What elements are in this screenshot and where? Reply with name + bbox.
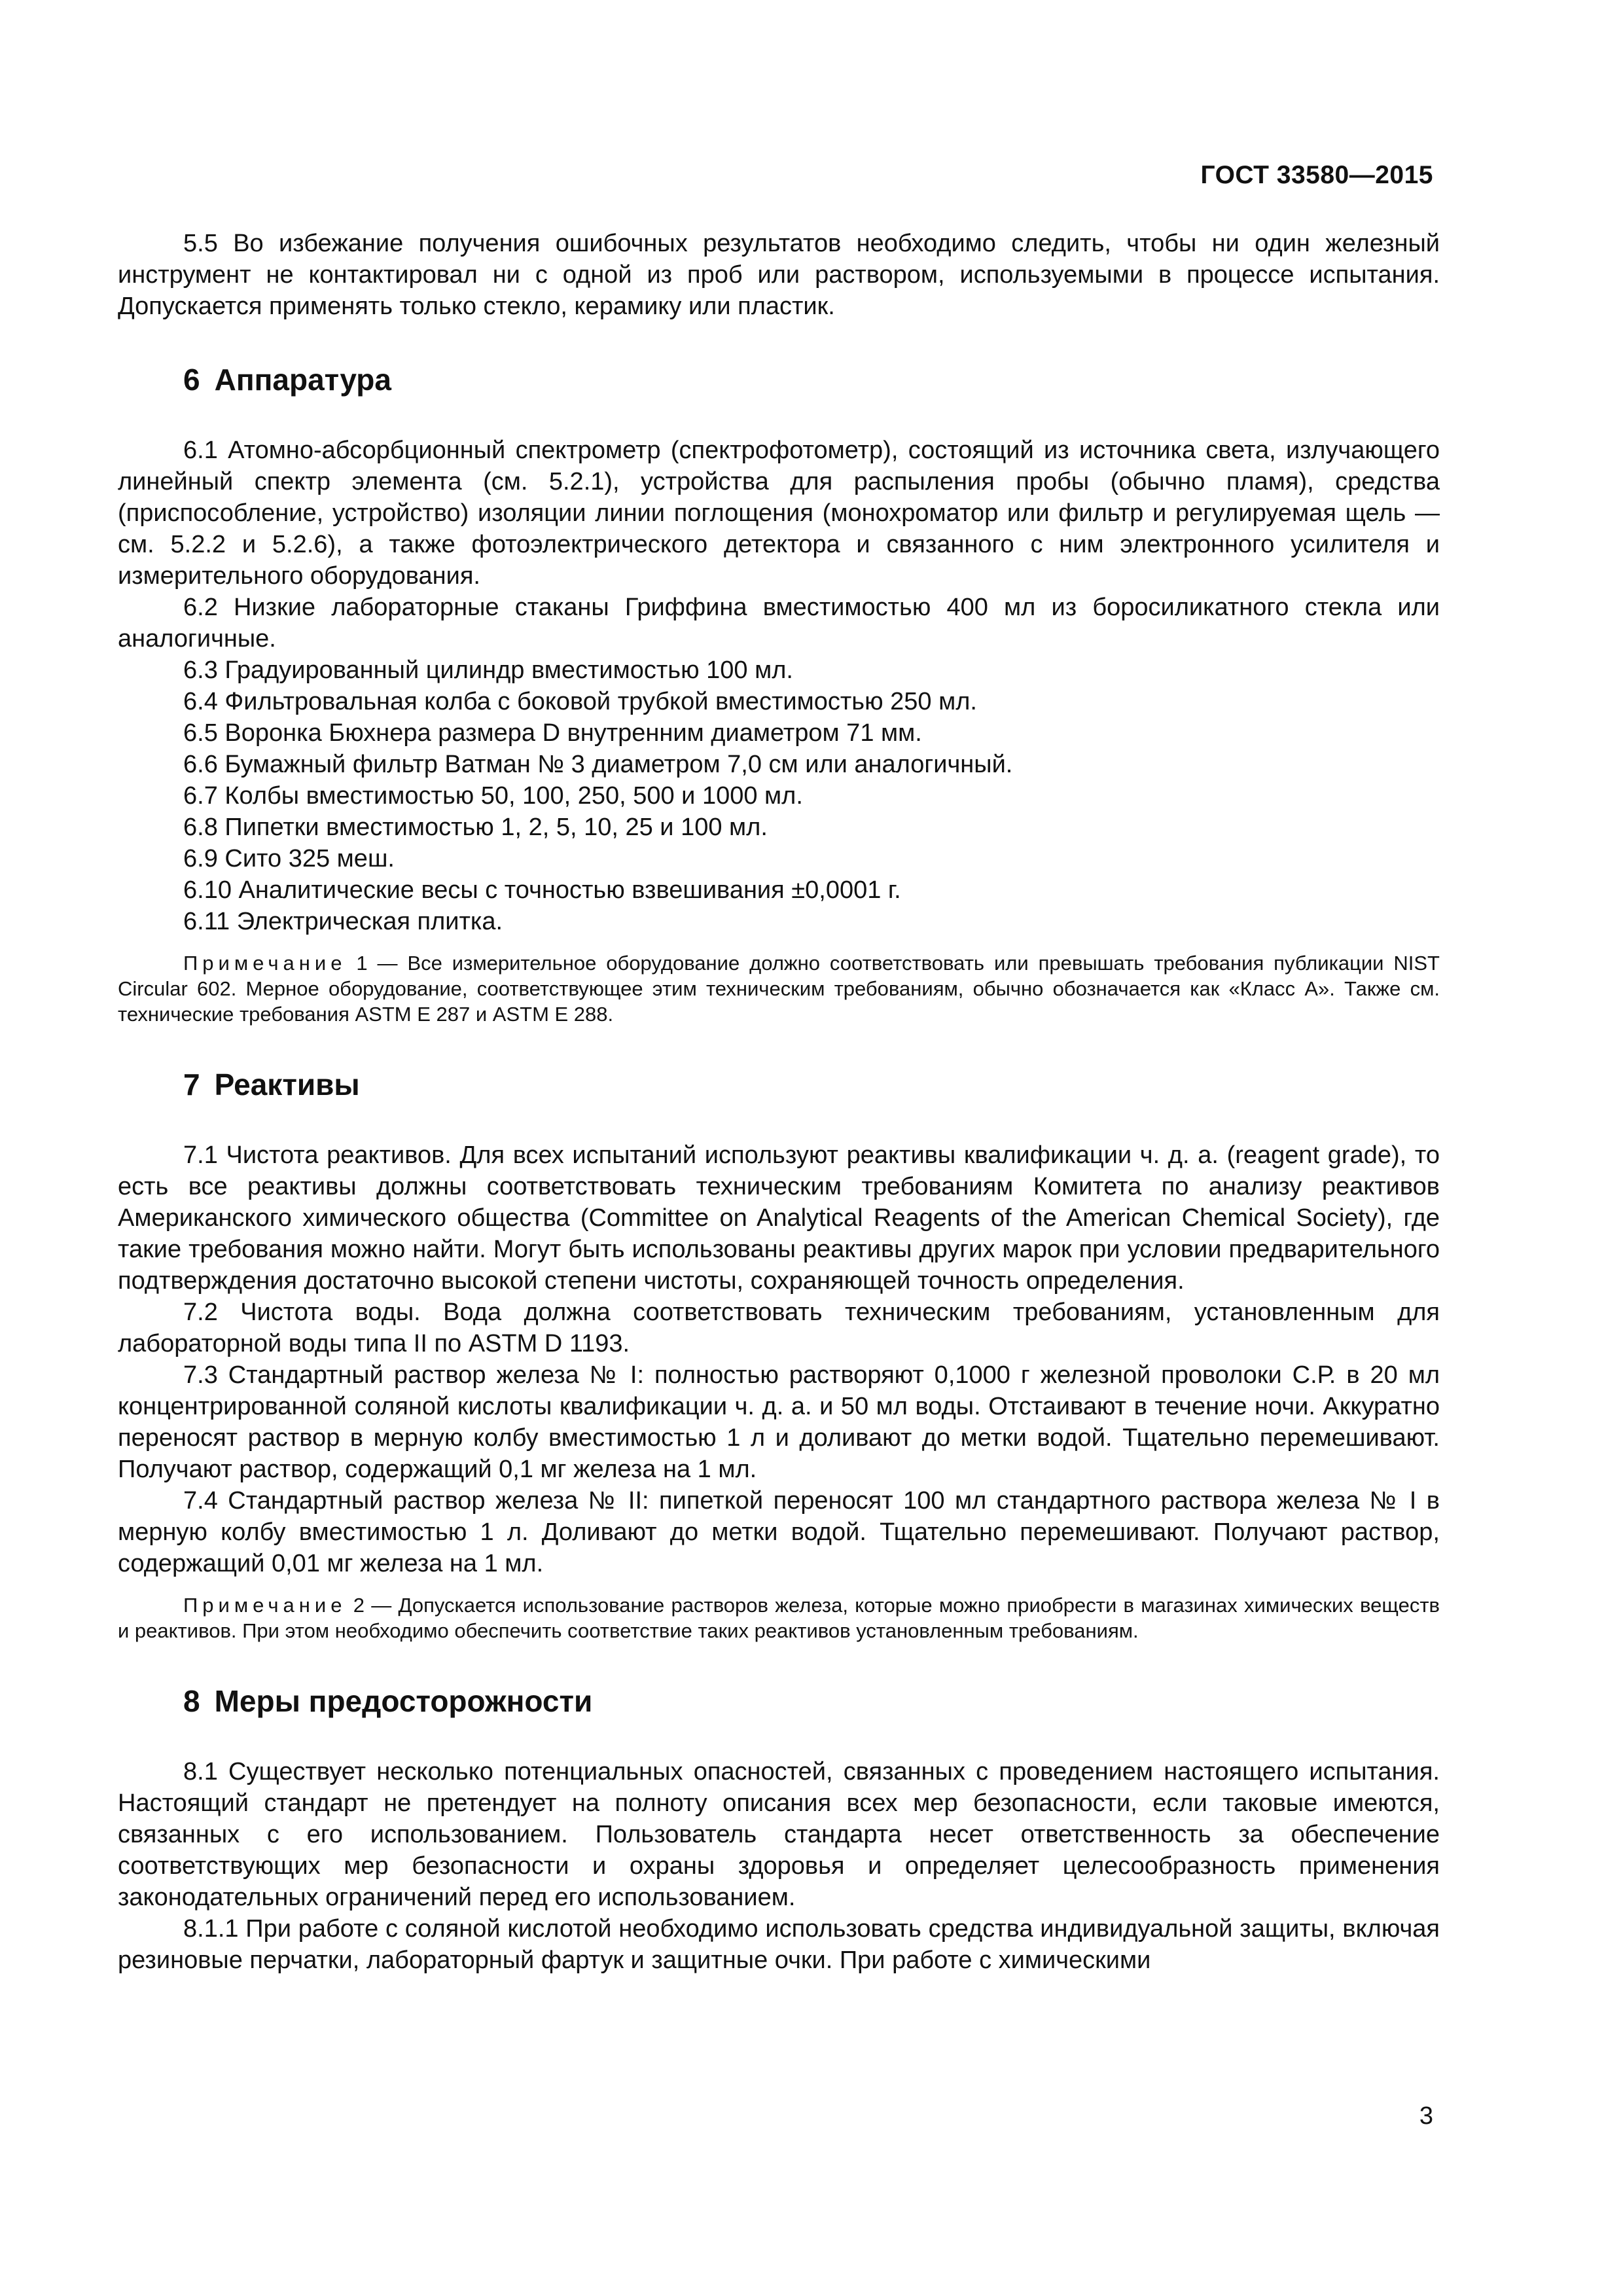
- paragraph-6-1: 6.1 Атомно-абсорбционный спектрометр (спектрофотометр), состоящий из источника света, излучающего линейный спектр элемента (см. 5.2.1), устройства для распыления пробы (обычно пламя), средства (приспособление, устройство) изоляции линии поглощения (монохроматор или фильтр и регулируемая щель — см. 5.2.2 и 5.2.6), а также фотоэлектрического детектора и связанного с ним электронного усилителя и измерительного оборудования.: [118, 437, 1440, 590]
- note-2: [118, 1592, 1440, 1643]
- paragraph-7-2: 7.2 Чистота воды. Вода должна соответствовать техническим требованиям, установленным для лабораторной воды типа II по ASTM D 1193.: [118, 1299, 1440, 1357]
- paragraph-7-4: 7.4 Стандартный раствор железа № II: пипеткой переносят 100 мл стандартного раствора железа № I в мерную колбу вместимостью 1 л. Доливают до метки водой. Тщательно перемешивают. Получают раствор, содержащий 0,01 мг железа на 1 мл.: [118, 1487, 1440, 1577]
- paragraph-6-10: 6.10 Аналитические весы с точностью взвешивания ±0,0001 г.: [183, 876, 901, 904]
- note-text: 1 — Все измерительное оборудование должно соответствовать или превышать требования публикации NIST Circular 602. Мерное оборудование, соответствующее этим техническим требованиям, обычно обозначается как «Класс А». Также см. технические требования ASTM E 287 и ASTM E 288.: [118, 952, 1440, 1026]
- paragraph-6-11: 6.11 Электрическая плитка.: [183, 908, 503, 935]
- section-number: 6: [183, 363, 200, 397]
- paragraph-8-1-1: 8.1.1 При работе с соляной кислотой необходимо использовать средства индивидуальной защиты, включая резиновые перчатки, лабораторный фартук и защитные очки. При работе с химическими: [118, 1915, 1440, 1974]
- section-title: Реактивы: [214, 1067, 360, 1102]
- note-text: 2 — Допускается использование растворов железа, которые можно приобрести в магазинах химических веществ и реактивов. При этом необходимо обеспечить соответствие таких реактивов установленным требованиям.: [118, 1594, 1440, 1642]
- paragraph-8-1: 8.1 Существует несколько потенциальных опасностей, связанных с проведением настоящего испытания. Настоящий стандарт не претендует на полноту описания всех мер безопасности, если таковые имеются, связанных с его использованием. Пользователь стандарта несет ответственность за обеспечение соответствующих мер безопасности и охраны здоровья и определяет целесообразность применения законодательных ограничений перед его использованием.: [118, 1758, 1440, 1911]
- paragraph-6-9: 6.9 Сито 325 меш.: [183, 845, 395, 872]
- section-6-heading: [118, 363, 1440, 397]
- paragraph-6-7: 6.7 Колбы вместимостью 50, 100, 250, 500 и 1000 мл.: [183, 782, 803, 810]
- section-title: Меры предосторожности: [214, 1684, 593, 1718]
- paragraph-6-2: 6.2 Низкие лабораторные стаканы Гриффина вместимостью 400 мл из боросиликатного стекла или аналогичные.: [118, 594, 1440, 653]
- paragraph-6-3: 6.3 Градуированный цилиндр вместимостью 100 мл.: [183, 656, 793, 684]
- paragraph-6-8: 6.8 Пипетки вместимостью 1, 2, 5, 10, 25 и 100 мл.: [183, 814, 768, 841]
- note-label: Примечание: [183, 952, 347, 975]
- page-number: 3: [1419, 2102, 1433, 2130]
- section-8-heading: [118, 1684, 1440, 1718]
- paragraph-7-3: 7.3 Стандартный раствор железа № I: полностью растворяют 0,1000 г железной проволоки С.Р. в 20 мл концентрированной соляной кислоты квалификации ч. д. а. и 50 мл воды. Отстаивают в течение ночи. Аккуратно переносят раствор в мерную колбу вместимостью 1 л и доливают до метки водой. Тщательно перемешивают. Получают раствор, содержащий 0,1 мг железа на 1 мл.: [118, 1361, 1440, 1483]
- paragraph-6-5: 6.5 Воронка Бюхнера размера D внутренним диаметром 71 мм.: [183, 719, 922, 747]
- document-code-header: ГОСТ 33580—2015: [1200, 161, 1433, 189]
- paragraph-6-6: 6.6 Бумажный фильтр Ватман № 3 диаметром 7,0 см или аналогичный.: [183, 751, 1013, 778]
- section-number: 8: [183, 1684, 200, 1718]
- note-1: [118, 950, 1440, 1027]
- paragraph-7-1: 7.1 Чистота реактивов. Для всех испытаний используют реактивы квалификации ч. д. а. (reagent grade), то есть все реактивы должны соответствовать техническим требованиям Комитета по анализу реактивов Американского химического общества (Committee on Analytical Reagents of the American Chemical Society), где такие требования можно найти. Могут быть использованы реактивы других марок при условии предварительного подтверждения достаточно высокой степени чистоты, сохраняющей точность определения.: [118, 1141, 1440, 1295]
- paragraph-6-4: 6.4 Фильтровальная колба с боковой трубкой вместимостью 250 мл.: [183, 688, 977, 715]
- section-number: 7: [183, 1067, 200, 1102]
- section-7-heading: [118, 1067, 1440, 1102]
- paragraph-5-5: 5.5 Во избежание получения ошибочных результатов необходимо следить, чтобы ни один железный инструмент не контактировал ни с одной из проб или раствором, используемыми в процессе испытания. Допускается применять только стекло, керамику или пластик.: [118, 230, 1440, 320]
- document-body: [118, 228, 1440, 1976]
- section-title: Аппаратура: [214, 363, 391, 397]
- note-label: Примечание: [183, 1594, 347, 1617]
